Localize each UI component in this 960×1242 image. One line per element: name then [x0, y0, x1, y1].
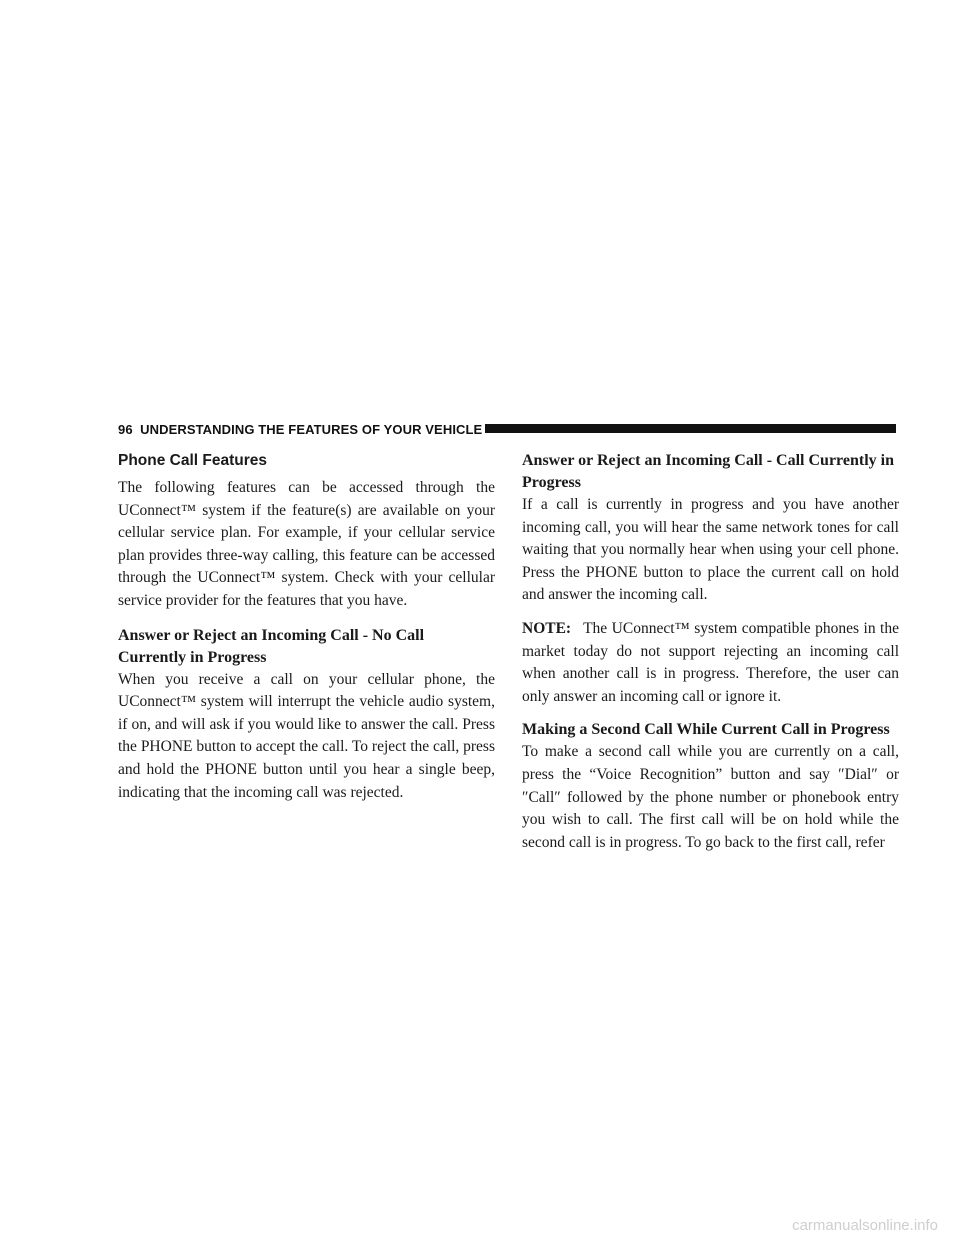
note-body: The UConnect™ system compatible phones in the market today do not support rejecting an incoming call when another call is in progress. Therefore, the user can only answer an incoming call or ignore it.: [522, 619, 899, 705]
header-text: [118, 422, 482, 437]
subsection-body-no-call: When you receive a call on your cellular phone, the UConnect™ system will interrupt the vehicle audio system, if on, and will ask if you would like to answer the call. Press the PHONE button to accept the call. To reject the call, press and hold the PHONE button until you hear a single beep, indicating that the incoming call was rejected.: [118, 670, 495, 801]
subsection-title-no-call: Answer or Reject an Incoming Call - No Call Currently in Progress: [118, 626, 425, 666]
subsection-body-second-call: To make a second call while you are currently on a call, press the “Voice Recognition” button and say ″Dial″ or ″Call″ followed by the phone number or phonebook entry you wish to call. The first call will be on hold while the second call is in progress. To go back to the first call, refer: [522, 743, 899, 851]
note-paragraph: [522, 618, 899, 708]
running-title: UNDERSTANDING THE FEATURES OF YOUR VEHICLE: [140, 422, 483, 437]
subsection-title-call-in-progress: Answer or Reject an Incoming Call - Call Currently in Progress: [522, 452, 894, 491]
intro-paragraph: The following features can be accessed through the UConnect™ system if the feature(s) are available on your cellular service plan. For example, if your cellular service plan provides three-way calling, this feature can be accessed through the UConnect™ system. Check with your cellular service provider for the features that you have.: [118, 479, 495, 609]
section-title: Phone Call Features: [118, 452, 268, 469]
note-label: NOTE:: [522, 619, 572, 637]
footer-watermark[interactable]: carmanualsonline.info: [792, 1217, 938, 1234]
header-rule: [485, 424, 896, 433]
right-column: [522, 450, 899, 865]
page-number: 96: [118, 422, 133, 437]
left-column: [118, 450, 495, 815]
subsection-title-second-call: Making a Second Call While Current Call in Progress: [522, 721, 890, 739]
running-header: [118, 420, 896, 440]
subsection-body-call-in-progress: If a call is currently in progress and you have another incoming call, you will hear the same network tones for call waiting that you normally hear when using your cell phone. Press the PHONE button to place the current call on hold and answer the incoming call.: [522, 496, 899, 604]
